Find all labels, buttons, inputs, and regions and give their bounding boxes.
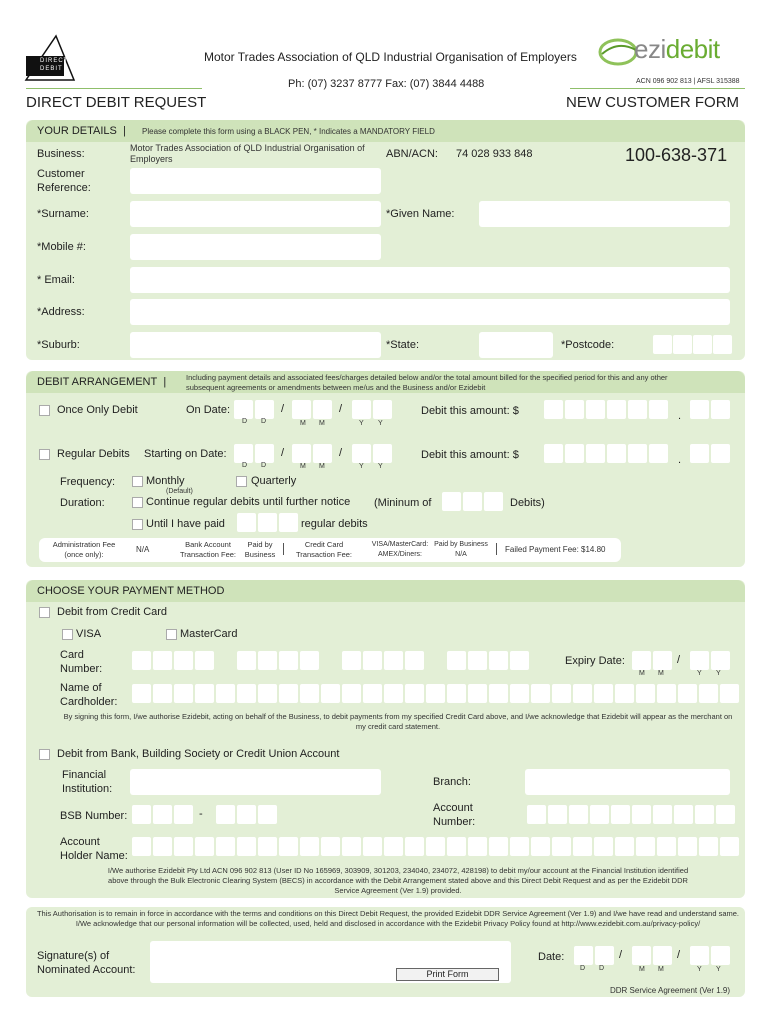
once-amount-digit[interactable] (649, 400, 668, 419)
date-separator: / (281, 403, 285, 415)
cardholder-char[interactable] (552, 684, 571, 703)
once-amount-digit[interactable] (565, 400, 584, 419)
financial-institution-input[interactable] (130, 769, 381, 795)
day-marker: D (580, 965, 586, 972)
card-number-digit[interactable] (300, 651, 319, 670)
card-number-digit[interactable] (510, 651, 529, 670)
start-date-year[interactable] (373, 444, 392, 463)
abn-label: ABN/ACN: (386, 148, 438, 160)
month-marker: M (300, 463, 306, 470)
business-value: Motor Trades Association of QLD Industrial Organisation of Employers (130, 143, 365, 164)
minimum-debits-digit[interactable] (463, 492, 482, 511)
cardholder-char[interactable] (216, 684, 235, 703)
cardholder-char[interactable] (657, 684, 676, 703)
regular-debits-checkbox[interactable] (39, 449, 50, 460)
header-rule-left (26, 88, 202, 89)
account-holder-label: Account Holder Name: (60, 836, 128, 862)
admin-fee-value: N/A (136, 545, 150, 554)
once-amount-digit[interactable] (544, 400, 563, 419)
expiry-year[interactable] (711, 651, 730, 670)
cardholder-char[interactable] (342, 684, 361, 703)
month-marker: M (319, 420, 325, 427)
account-number-digit[interactable] (653, 805, 672, 824)
expiry-month[interactable] (632, 651, 651, 670)
once-only-checkbox[interactable] (39, 405, 50, 416)
business-label: Business: (37, 148, 85, 160)
account-holder-char[interactable] (447, 837, 466, 856)
account-holder-char[interactable] (615, 837, 634, 856)
regular-amount-cents[interactable] (690, 444, 709, 463)
bank-fee-value: Paid by Business (244, 540, 276, 559)
page-title: DIRECT DEBIT REQUEST (26, 94, 207, 111)
bank-fee-label: Bank Account Transaction Fee: (180, 540, 236, 559)
cardholder-char[interactable] (699, 684, 718, 703)
bsb-label: BSB Number: (60, 810, 128, 822)
cardholder-char[interactable] (573, 684, 592, 703)
bsb-digit[interactable] (258, 805, 277, 824)
cardholder-char[interactable] (195, 684, 214, 703)
state-input[interactable] (479, 332, 553, 358)
surname-input[interactable] (130, 201, 381, 227)
account-number-digit[interactable] (590, 805, 609, 824)
monthly-default-note: (Default) (166, 488, 193, 495)
cardholder-char[interactable] (636, 684, 655, 703)
regular-debits-count-label: regular debits (301, 518, 368, 530)
regular-amount-digit[interactable] (628, 444, 647, 463)
quarterly-label: Quarterly (251, 475, 297, 487)
card-number-digit[interactable] (153, 651, 172, 670)
account-number-digit[interactable] (527, 805, 546, 824)
signature-date-month[interactable] (632, 946, 651, 965)
account-holder-char[interactable] (132, 837, 151, 856)
footer-version: DDR Service Agreement (Ver 1.9) (610, 986, 731, 995)
signature-date-year[interactable] (690, 946, 709, 965)
account-holder-char[interactable] (468, 837, 487, 856)
year-marker: Y (359, 420, 364, 427)
starting-on-label: Starting on Date: (144, 448, 227, 460)
card-number-digit[interactable] (237, 651, 256, 670)
card-number-label: Card Number: (60, 649, 103, 675)
card-number-digit[interactable] (195, 651, 214, 670)
account-holder-char[interactable] (195, 837, 214, 856)
cardholder-char[interactable] (237, 684, 256, 703)
postcode-label: *Postcode: (561, 339, 615, 351)
authorisation-terms: This Authorisation is to remain in force in accordance with the terms and conditions on this Direct Debit Request, the provided Ezidebit DDR Service Agreement (Ver 1.9) and I/we have read and understand same. I/We acknowledge that our personal information will be collected, used, held and disclosed in accordance with the Ezidebit Privacy Policy found at http://www.ezidebit.com.au/privacy-policy/ (36, 909, 740, 928)
regular-amount-digit[interactable] (565, 444, 584, 463)
account-holder-char[interactable] (636, 837, 655, 856)
given-name-input[interactable] (479, 201, 730, 227)
month-marker: M (639, 966, 645, 973)
customer-reference-input[interactable] (130, 168, 381, 194)
cardholder-char[interactable] (594, 684, 613, 703)
cardholder-char[interactable] (615, 684, 634, 703)
start-date-month[interactable] (313, 444, 332, 463)
branch-input[interactable] (525, 769, 730, 795)
cardholder-char[interactable] (174, 684, 193, 703)
once-date-month[interactable] (313, 400, 332, 419)
card-number-digit[interactable] (405, 651, 424, 670)
until-paid-digit[interactable] (279, 513, 298, 532)
card-number-digit[interactable] (342, 651, 361, 670)
account-number-digit[interactable] (632, 805, 651, 824)
cardholder-char[interactable] (489, 684, 508, 703)
account-holder-char[interactable] (342, 837, 361, 856)
monthly-checkbox[interactable] (132, 476, 143, 487)
expiry-year[interactable] (690, 651, 709, 670)
account-number-digit[interactable] (695, 805, 714, 824)
logo-text-top: DIRECT (40, 58, 69, 64)
day-marker: D (261, 418, 267, 425)
day-marker: D (261, 462, 267, 469)
acn-afsl: ACN 096 902 813 | AFSL 315388 (636, 78, 740, 85)
account-holder-char[interactable] (678, 837, 697, 856)
card-number-digit[interactable] (363, 651, 382, 670)
cardholder-char[interactable] (531, 684, 550, 703)
cardholder-char[interactable] (363, 684, 382, 703)
account-holder-char[interactable] (594, 837, 613, 856)
day-marker: D (242, 462, 248, 469)
until-paid-checkbox[interactable] (132, 519, 143, 530)
day-marker: D (242, 418, 248, 425)
regular-debit-amount-label: Debit this amount: $ (421, 449, 519, 461)
account-holder-char[interactable] (300, 837, 319, 856)
start-date-month[interactable] (292, 444, 311, 463)
regular-amount-cents[interactable] (711, 444, 730, 463)
organisation-name: Motor Trades Association of QLD Industrial Organisation of Employers (204, 50, 577, 64)
cardholder-char[interactable] (405, 684, 424, 703)
regular-amount-digit[interactable] (544, 444, 563, 463)
card-fee-types: VISA/MasterCard: AMEX/Diners: (371, 541, 429, 558)
postcode-digit[interactable] (673, 335, 692, 354)
account-holder-char[interactable] (321, 837, 340, 856)
email-label: * Email: (37, 274, 75, 286)
account-number-label: Account Number: (433, 802, 476, 828)
card-number-digit[interactable] (174, 651, 193, 670)
account-holder-char[interactable] (279, 837, 298, 856)
visa-label: VISA (76, 628, 102, 640)
account-holder-char[interactable] (426, 837, 445, 856)
year-marker: Y (697, 966, 702, 973)
fee-divider (283, 543, 284, 555)
date-separator: / (339, 403, 343, 415)
bsb-digit[interactable] (216, 805, 235, 824)
once-date-day[interactable] (234, 400, 253, 419)
account-holder-char[interactable] (720, 837, 739, 856)
minimum-debits-digit[interactable] (484, 492, 503, 511)
bsb-digit[interactable] (132, 805, 151, 824)
bsb-digit[interactable] (174, 805, 193, 824)
once-amount-cents[interactable] (690, 400, 709, 419)
card-number-digit[interactable] (489, 651, 508, 670)
until-paid-label: Until I have paid (146, 518, 225, 530)
account-holder-char[interactable] (531, 837, 550, 856)
cardholder-char[interactable] (153, 684, 172, 703)
state-label: *State: (386, 339, 420, 351)
date-separator: / (619, 949, 623, 961)
mastercard-label: MasterCard (180, 628, 238, 640)
bsb-digit[interactable] (153, 805, 172, 824)
once-only-label: Once Only Debit (57, 404, 138, 416)
address-input[interactable] (130, 299, 730, 325)
card-authorisation-text: By signing this form, I/we authorise Ezidebit, acting on behalf of the Business, to debit payments from my specified Credit Card above, and I/we acknowledge that Ezidebit will appear as the merchant on my credit card statement. (63, 712, 733, 731)
cardholder-char[interactable] (510, 684, 529, 703)
start-date-day[interactable] (234, 444, 253, 463)
debit-arrangement-heading: DEBIT ARRANGEMENT | (37, 376, 167, 388)
form-instruction: Please complete this form using a BLACK PEN, * Indicates a MANDATORY FIELD (142, 127, 435, 136)
decimal-point: . (678, 410, 682, 422)
year-marker: Y (359, 463, 364, 470)
bank-account-checkbox[interactable] (39, 749, 50, 760)
mobile-label: *Mobile #: (37, 241, 86, 253)
given-name-label: *Given Name: (386, 208, 455, 220)
card-number-digit[interactable] (132, 651, 151, 670)
signature-date-day[interactable] (574, 946, 593, 965)
card-fee-label: Credit Card Transaction Fee: (296, 540, 352, 559)
once-amount-digit[interactable] (628, 400, 647, 419)
date-separator: / (281, 447, 285, 459)
fee-divider (496, 543, 497, 555)
bsb-dash: - (199, 808, 203, 820)
continue-checkbox[interactable] (132, 497, 143, 508)
until-paid-digit[interactable] (258, 513, 277, 532)
debits-label: Debits) (510, 497, 545, 509)
card-number-digit[interactable] (468, 651, 487, 670)
once-date-day[interactable] (255, 400, 274, 419)
suburb-label: *Suburb: (37, 339, 80, 351)
day-marker: D (599, 965, 605, 972)
address-label: *Address: (37, 306, 85, 318)
admin-fee-label: Administration Fee (once only): (52, 540, 116, 559)
once-debit-amount-label: Debit this amount: $ (421, 405, 519, 417)
quarterly-checkbox[interactable] (236, 476, 247, 487)
direct-debit-logo (24, 34, 76, 82)
your-details-heading: YOUR DETAILS | (37, 125, 126, 137)
duration-label: Duration: (60, 497, 105, 509)
regular-amount-digit[interactable] (649, 444, 668, 463)
card-number-digit[interactable] (447, 651, 466, 670)
year-marker: Y (378, 463, 383, 470)
month-marker: M (300, 420, 306, 427)
year-marker: Y (716, 670, 721, 677)
regular-debits-label: Regular Debits (57, 448, 130, 460)
card-number-digit[interactable] (258, 651, 277, 670)
account-holder-char[interactable] (237, 837, 256, 856)
regular-amount-digit[interactable] (586, 444, 605, 463)
card-number-digit[interactable] (384, 651, 403, 670)
once-date-year[interactable] (352, 400, 371, 419)
date-separator: / (677, 949, 681, 961)
month-marker: M (658, 670, 664, 677)
cardholder-label: Name of Cardholder: (60, 682, 118, 708)
abn-value: 74 028 933 848 (456, 148, 533, 160)
date-separator: / (677, 654, 681, 666)
card-number-digit[interactable] (279, 651, 298, 670)
failed-payment-fee: Failed Payment Fee: $14.80 (505, 545, 606, 554)
cardholder-char[interactable] (426, 684, 445, 703)
start-date-year[interactable] (352, 444, 371, 463)
expiry-month[interactable] (653, 651, 672, 670)
account-holder-char[interactable] (384, 837, 403, 856)
cardholder-char[interactable] (132, 684, 151, 703)
frequency-label: Frequency: (60, 476, 116, 488)
branch-label: Branch: (433, 776, 471, 788)
year-marker: Y (716, 966, 721, 973)
signature-date-month[interactable] (653, 946, 672, 965)
customer-reference-number: 100-638-371 (625, 145, 728, 165)
year-marker: Y (697, 670, 702, 677)
month-marker: M (639, 670, 645, 677)
signature-date-day[interactable] (595, 946, 614, 965)
payment-method-heading: CHOOSE YOUR PAYMENT METHOD (37, 585, 225, 597)
cardholder-char[interactable] (300, 684, 319, 703)
card-fee-value: Paid by Business N/A (434, 541, 488, 558)
postcode-digit[interactable] (713, 335, 732, 354)
account-holder-char[interactable] (699, 837, 718, 856)
bank-account-label: Debit from Bank, Building Society or Credit Union Account (57, 748, 340, 760)
cardholder-char[interactable] (468, 684, 487, 703)
account-number-digit[interactable] (611, 805, 630, 824)
header-rule-right (570, 88, 745, 89)
logo-text-bottom: DEBIT (40, 66, 63, 72)
once-amount-cents[interactable] (711, 400, 730, 419)
decimal-point: . (678, 454, 682, 466)
minimum-debits-digit[interactable] (442, 492, 461, 511)
cardholder-char[interactable] (321, 684, 340, 703)
start-date-day[interactable] (255, 444, 274, 463)
ezidebit-logo (596, 32, 746, 72)
account-holder-char[interactable] (573, 837, 592, 856)
cardholder-char[interactable] (678, 684, 697, 703)
brand-prefix: ezi (634, 34, 666, 64)
print-form-button[interactable]: Print Form (396, 968, 499, 981)
credit-card-label: Debit from Credit Card (57, 606, 168, 618)
account-number-digit[interactable] (674, 805, 693, 824)
month-marker: M (319, 463, 325, 470)
bank-authorisation-text: I/We authorise Ezidebit Pty Ltd ACN 096 902 813 (User ID No 165969, 303909, 301203, 234040, 234072, 428198) to debit my/our account at the Financial Institution identified above through the Bulk Electronic Clearing System (BECS) in accordance with the Debit Arrangement stated above and this Direct Debit Request and as per the Ezidebit DDR Service Agreement (Ver 1.9) provided. (107, 866, 689, 895)
monthly-label: Monthly (146, 475, 185, 487)
account-number-digit[interactable] (716, 805, 735, 824)
account-holder-char[interactable] (153, 837, 172, 856)
account-holder-char[interactable] (489, 837, 508, 856)
postcode-digit[interactable] (693, 335, 712, 354)
cardholder-char[interactable] (258, 684, 277, 703)
account-holder-char[interactable] (258, 837, 277, 856)
account-holder-char[interactable] (552, 837, 571, 856)
on-date-label: On Date: (186, 404, 231, 416)
until-paid-digit[interactable] (237, 513, 256, 532)
expiry-date-label: Expiry Date: (565, 655, 625, 667)
signature-date-year[interactable] (711, 946, 730, 965)
account-holder-char[interactable] (216, 837, 235, 856)
minimum-label: (Mininum of (374, 497, 432, 509)
contact-numbers: Ph: (07) 3237 8777 Fax: (07) 3844 4488 (288, 78, 485, 90)
form-type: NEW CUSTOMER FORM (566, 94, 740, 111)
brand-suffix: debit (665, 34, 720, 64)
arrangement-note: Including payment details and associated fees/charges detailed below and/or the total amount billed for the specified period for this and any other subsequent agreements or amendments between me/us and the Business and/or Ezidebit (186, 373, 668, 392)
once-amount-digit[interactable] (607, 400, 626, 419)
bsb-digit[interactable] (237, 805, 256, 824)
email-input[interactable] (130, 267, 730, 293)
once-date-year[interactable] (373, 400, 392, 419)
month-marker: M (658, 966, 664, 973)
continue-label: Continue regular debits until further notice (146, 496, 351, 508)
credit-card-checkbox[interactable] (39, 607, 50, 618)
account-holder-char[interactable] (363, 837, 382, 856)
account-holder-char[interactable] (657, 837, 676, 856)
once-amount-digit[interactable] (586, 400, 605, 419)
signature-date-label: Date: (538, 951, 565, 963)
account-holder-char[interactable] (174, 837, 193, 856)
account-holder-char[interactable] (510, 837, 529, 856)
cardholder-char[interactable] (720, 684, 739, 703)
date-separator: / (339, 447, 343, 459)
once-date-month[interactable] (292, 400, 311, 419)
customer-reference-label: Customer Reference: (37, 168, 91, 194)
cardholder-char[interactable] (384, 684, 403, 703)
suburb-input[interactable] (130, 332, 381, 358)
financial-institution-label: Financial Institution: (62, 769, 113, 795)
postcode-digit[interactable] (653, 335, 672, 354)
account-number-digit[interactable] (548, 805, 567, 824)
mastercard-checkbox[interactable] (166, 629, 177, 640)
year-marker: Y (378, 420, 383, 427)
mobile-input[interactable] (130, 234, 381, 260)
account-holder-char[interactable] (405, 837, 424, 856)
cardholder-char[interactable] (447, 684, 466, 703)
signature-label: Signature(s) of Nominated Account: (37, 950, 136, 976)
visa-checkbox[interactable] (62, 629, 73, 640)
regular-amount-digit[interactable] (607, 444, 626, 463)
surname-label: *Surname: (37, 208, 89, 220)
cardholder-char[interactable] (279, 684, 298, 703)
account-number-digit[interactable] (569, 805, 588, 824)
